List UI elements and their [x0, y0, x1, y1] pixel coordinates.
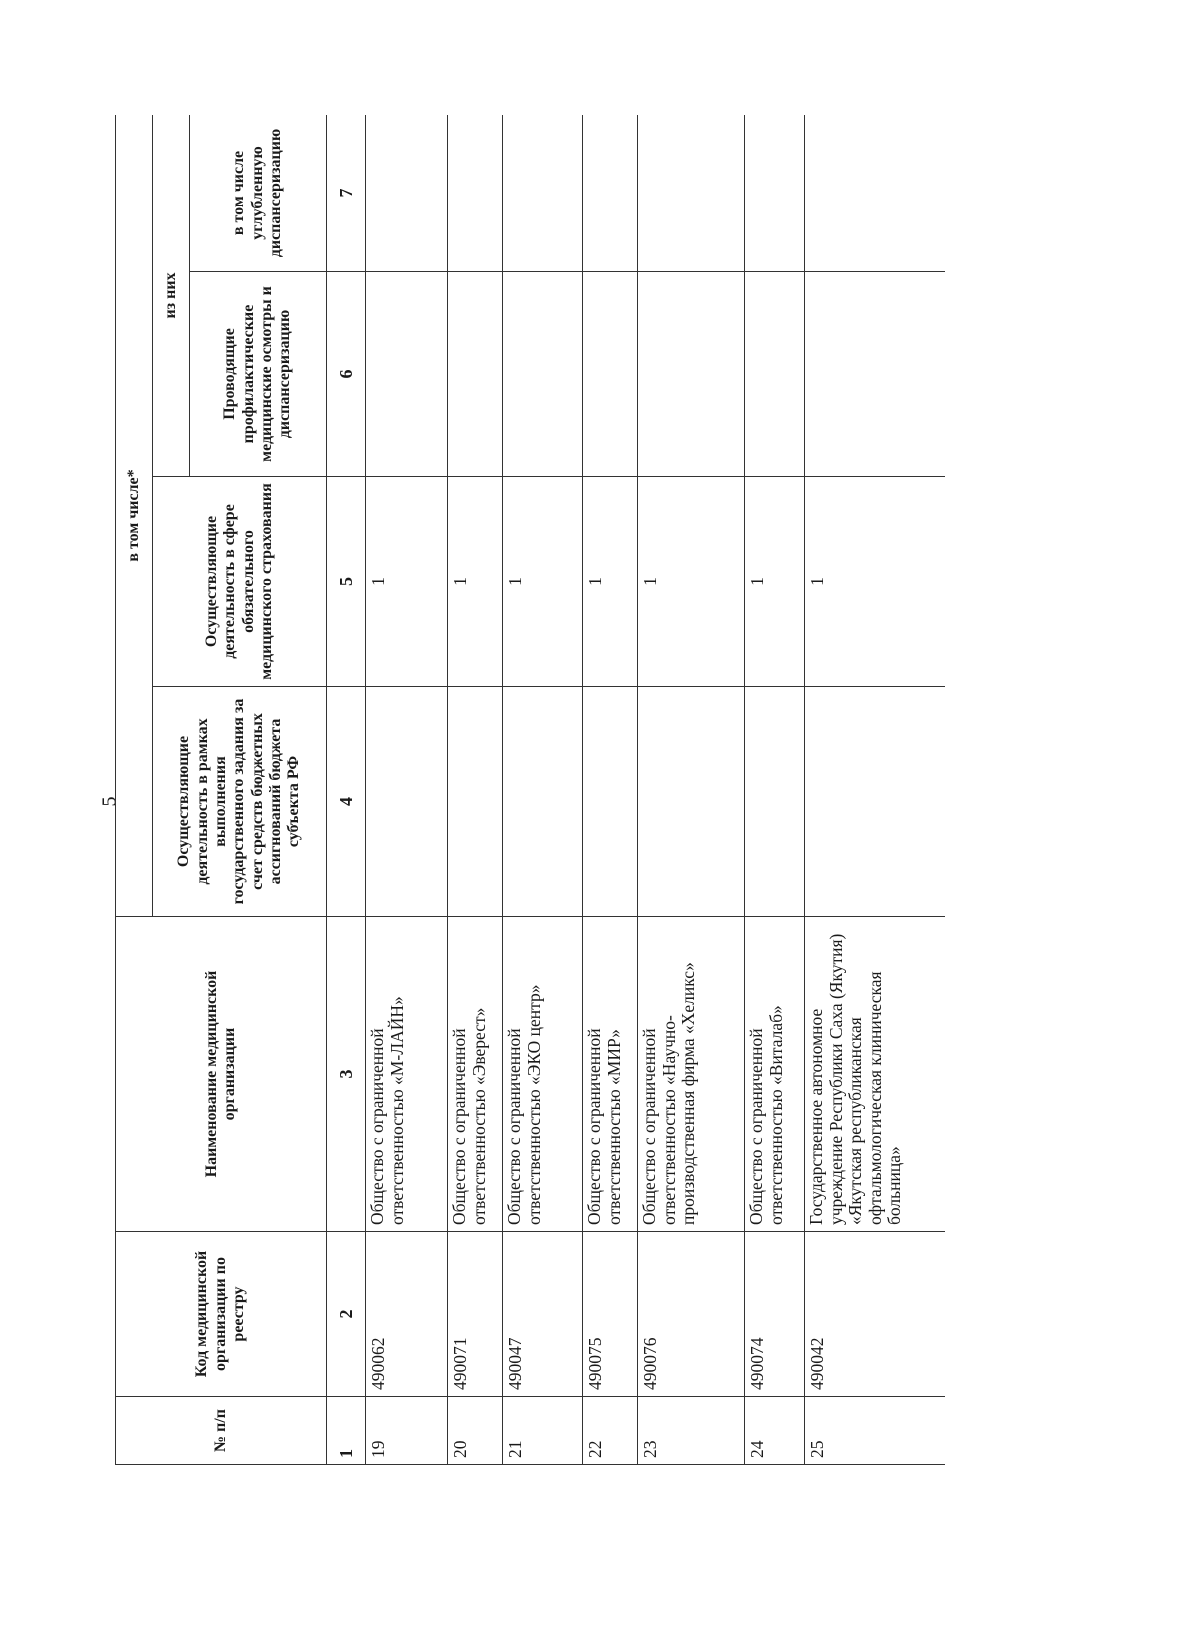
- column-number-4: 4: [327, 687, 366, 917]
- row-deep-checkups: [448, 115, 503, 272]
- row-number: 23: [638, 1397, 745, 1465]
- header-code: Код медицинской организации по реестру: [116, 1232, 327, 1397]
- row-checkups: [448, 272, 503, 477]
- row-deep-checkups: [745, 115, 805, 272]
- row-budget: [638, 687, 745, 917]
- row-name: Общество с ограниченной ответственностью «МИР»: [583, 917, 638, 1232]
- row-deep-checkups: [805, 115, 946, 272]
- row-checkups: [583, 272, 638, 477]
- column-number-1: 1: [327, 1397, 366, 1465]
- table-row: [745, 115, 805, 1465]
- page-number: 5: [98, 796, 121, 807]
- row-number: 20: [448, 1397, 503, 1465]
- table-wrapper: [115, 115, 945, 1465]
- header-in-that-number: в том числе*: [116, 115, 153, 917]
- row-deep-checkups: [583, 115, 638, 272]
- row-number: 19: [366, 1397, 448, 1465]
- column-number-6: 6: [327, 272, 366, 477]
- column-number-3: 3: [327, 917, 366, 1232]
- row-oms: 1: [583, 477, 638, 687]
- row-code: 490075: [583, 1232, 638, 1397]
- row-oms: 1: [805, 477, 946, 687]
- row-budget: [448, 687, 503, 917]
- column-number-7: 7: [327, 115, 366, 272]
- row-checkups: [503, 272, 583, 477]
- row-deep-checkups: [638, 115, 745, 272]
- row-deep-checkups: [366, 115, 448, 272]
- row-name: Общество с ограниченной ответственностью «Научно-производственная фирма «Хеликс»: [638, 917, 745, 1232]
- row-budget: [805, 687, 946, 917]
- row-name: Общество с ограниченной ответственностью «Эверест»: [448, 917, 503, 1232]
- table-row: [805, 115, 946, 1465]
- table-header: [116, 115, 366, 1465]
- header-name: Наименование медицинской организации: [116, 917, 327, 1232]
- row-code: 490062: [366, 1232, 448, 1397]
- row-name: Государственное автономное учреждение Республики Саха (Якутия) «Якутская республиканская офтальмологическая клиническая больница»: [805, 917, 946, 1232]
- row-oms: 1: [366, 477, 448, 687]
- row-code: 490047: [503, 1232, 583, 1397]
- row-budget: [503, 687, 583, 917]
- row-code: 490074: [745, 1232, 805, 1397]
- column-numbers-row: [327, 115, 366, 1465]
- row-deep-checkups: [503, 115, 583, 272]
- table-row: [638, 115, 745, 1465]
- row-oms: 1: [745, 477, 805, 687]
- row-oms: 1: [503, 477, 583, 687]
- column-number-2: 2: [327, 1232, 366, 1397]
- row-budget: [745, 687, 805, 917]
- row-oms: 1: [638, 477, 745, 687]
- header-number: № п/п: [116, 1397, 327, 1465]
- row-number: 22: [583, 1397, 638, 1465]
- table-row: [448, 115, 503, 1465]
- row-code: 490071: [448, 1232, 503, 1397]
- row-number: 25: [805, 1397, 946, 1465]
- header-budget: Осуществляющие деятельность в рамках выполнения государственного задания за счет средств бюджетных ассигнований бюджета субъекта РФ: [153, 687, 327, 917]
- rotated-page-area: [115, 115, 945, 1465]
- row-checkups: [805, 272, 946, 477]
- row-checkups: [638, 272, 745, 477]
- table-body: [366, 115, 946, 1465]
- header-oms: Осуществляющие деятельность в сфере обязательного медицинского страхования: [153, 477, 327, 687]
- table-row: [503, 115, 583, 1465]
- row-code: 490076: [638, 1232, 745, 1397]
- row-checkups: [745, 272, 805, 477]
- row-oms: 1: [448, 477, 503, 687]
- row-name: Общество с ограниченной ответственностью «ЭКО центр»: [503, 917, 583, 1232]
- row-checkups: [366, 272, 448, 477]
- row-name: Общество с ограниченной ответственностью «М-ЛАЙН»: [366, 917, 448, 1232]
- row-number: 21: [503, 1397, 583, 1465]
- header-of-them: из них: [153, 115, 190, 477]
- row-code: 490042: [805, 1232, 946, 1397]
- medical-organizations-table: [115, 115, 945, 1465]
- row-budget: [583, 687, 638, 917]
- header-checkups: Проводящие профилактические медицинские осмотры и диспансеризацию: [190, 272, 327, 477]
- table-row: [366, 115, 448, 1465]
- header-deep-checkups: в том числе углубленную диспансеризацию: [190, 115, 327, 272]
- row-number: 24: [745, 1397, 805, 1465]
- row-budget: [366, 687, 448, 917]
- column-number-5: 5: [327, 477, 366, 687]
- row-name: Общество с ограниченной ответственностью «Виталаб»: [745, 917, 805, 1232]
- table-row: [583, 115, 638, 1465]
